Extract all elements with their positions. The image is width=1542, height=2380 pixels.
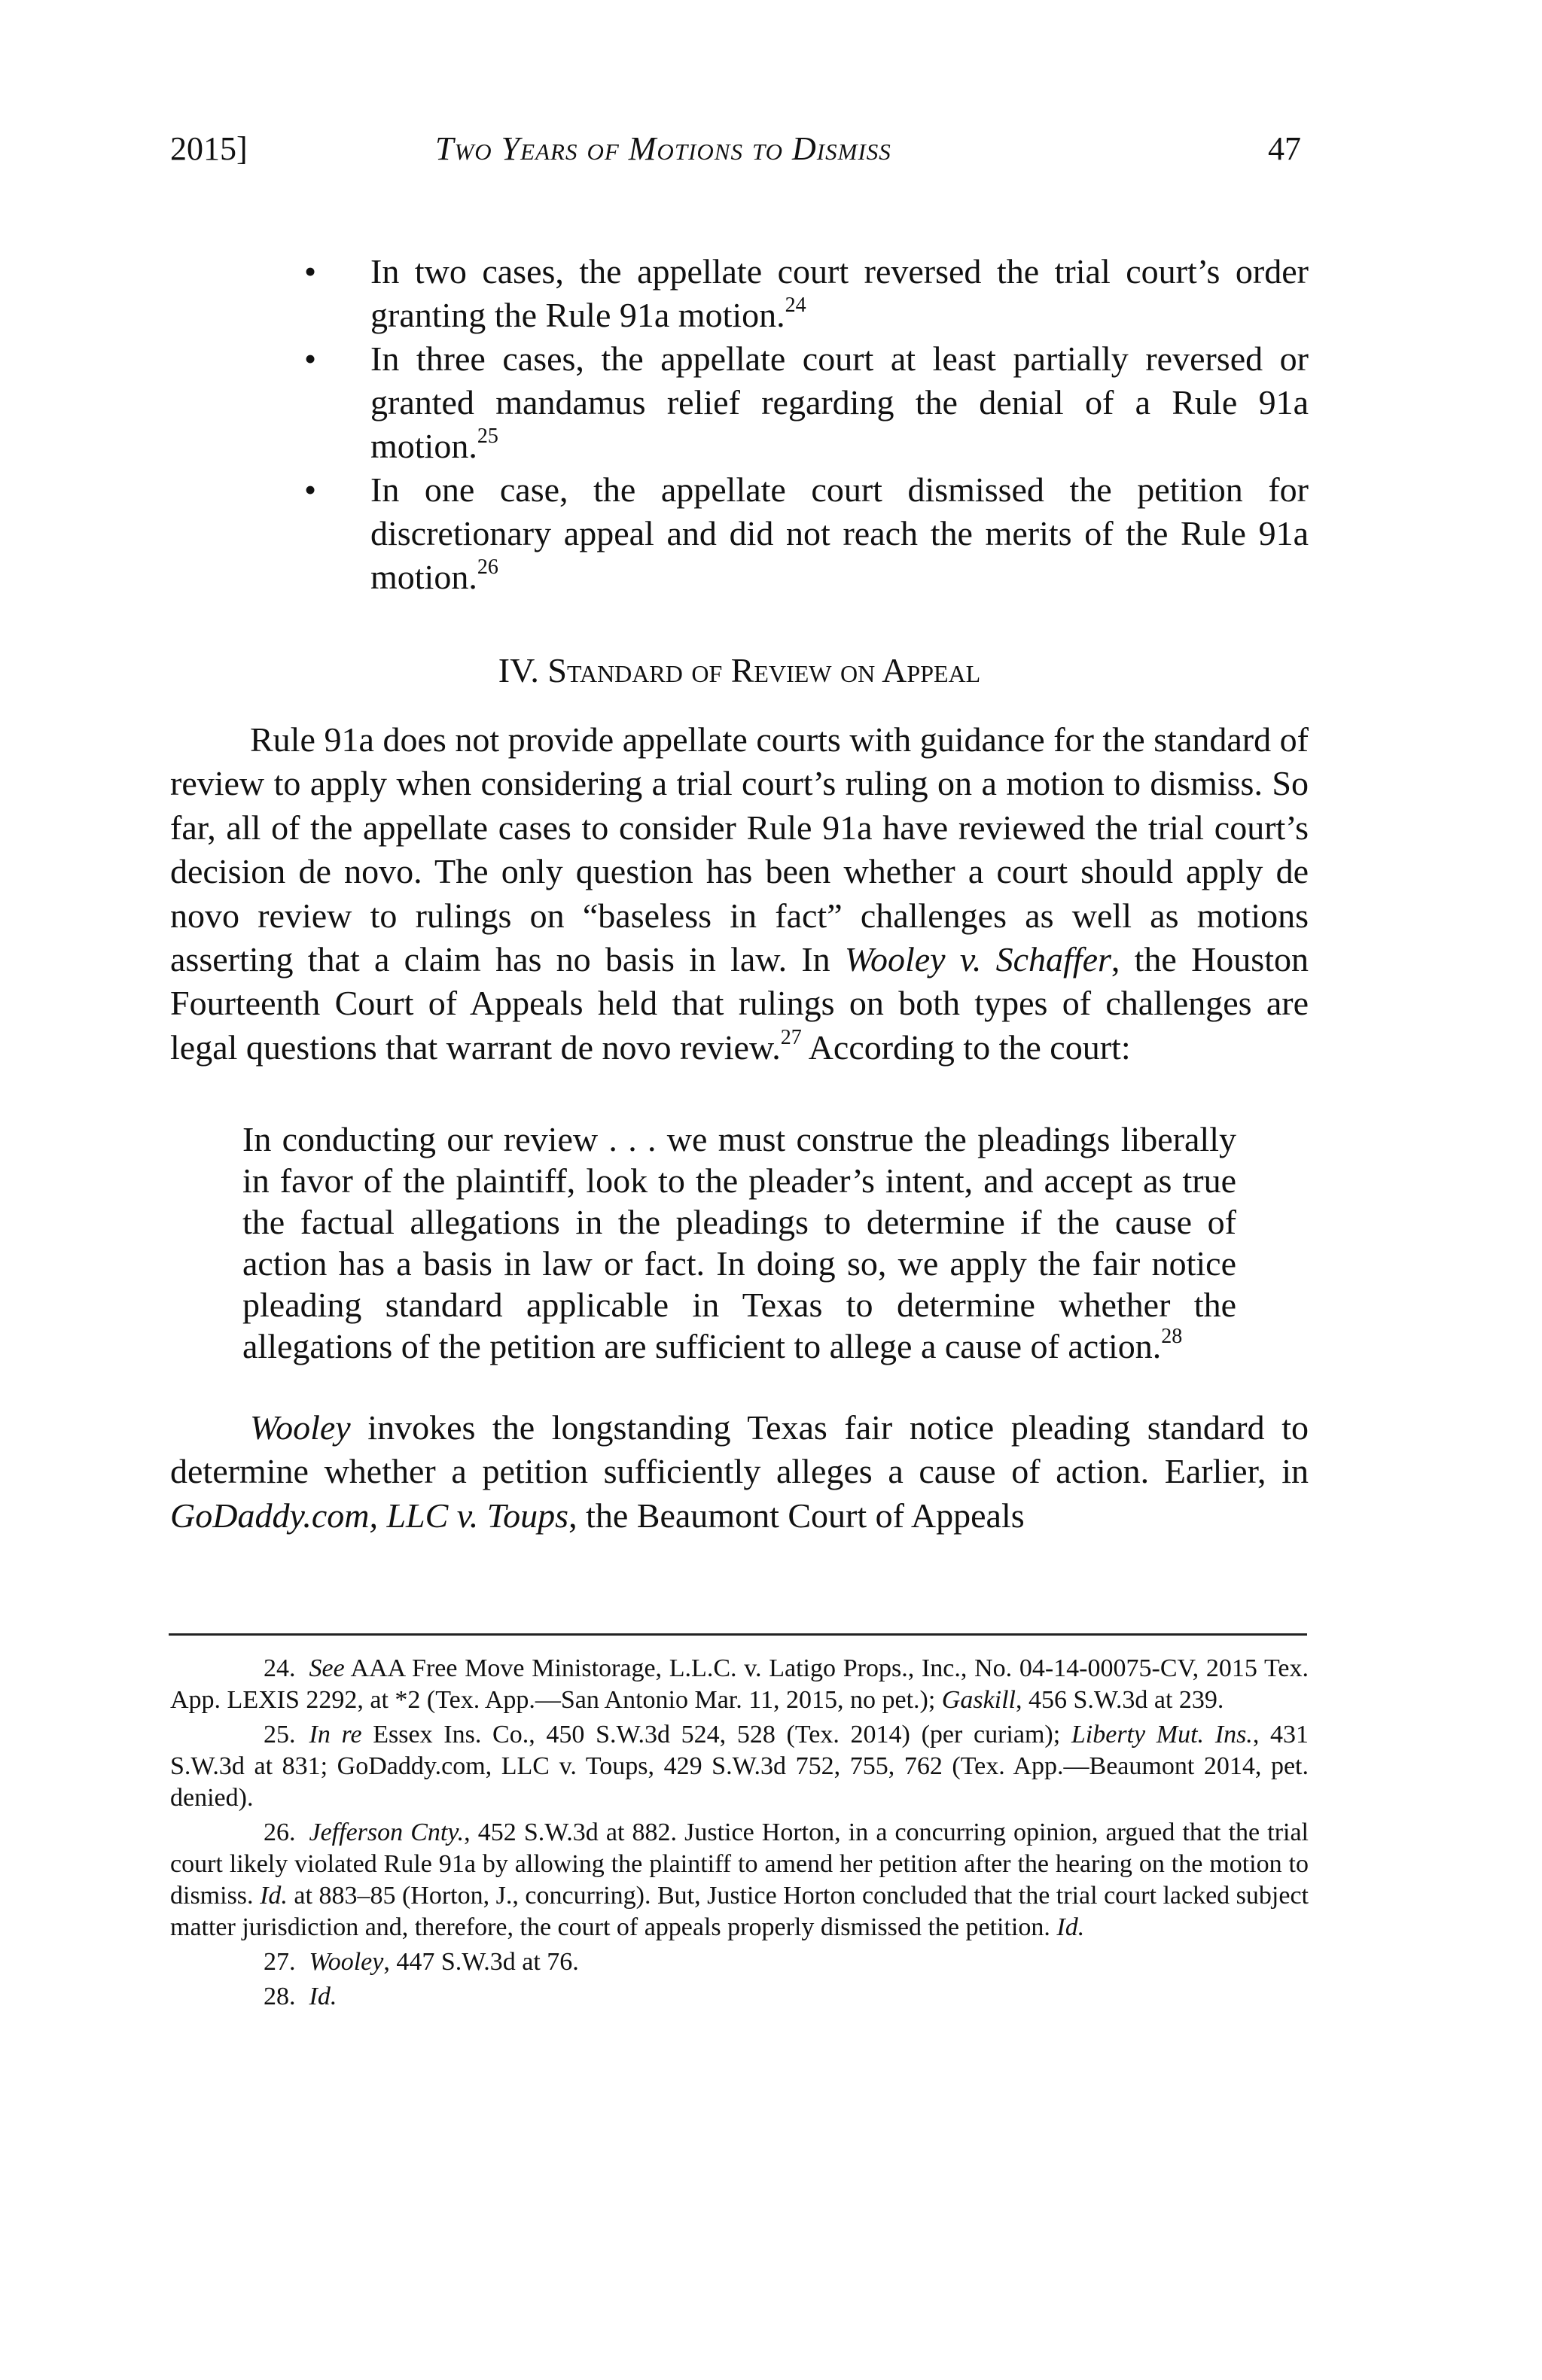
footnote-text: AAA Free Move Ministorage, L.L.C. v. Latigo Props., Inc., No. 04-14-00075-CV, 2015 Tex. App. LEXIS 2292, at *2 (Tex. App.—San Antonio Mar. 11, 2015, no pet.); xyxy=(170,1654,1309,1714)
footnote-27 xyxy=(170,1946,1309,1978)
bullet-icon: • xyxy=(304,252,317,291)
footnote-24 xyxy=(170,1653,1309,1716)
footnote-ref[interactable]: 27 xyxy=(780,1025,802,1049)
case-versus: v. xyxy=(945,940,996,979)
footnote-text: , 456 S.W.3d at 239. xyxy=(1016,1686,1224,1714)
footnote-number: 26. xyxy=(264,1818,296,1846)
footnote-ref[interactable]: 24 xyxy=(785,293,806,317)
footnote-number: 24. xyxy=(264,1654,296,1682)
bullet-text: In one case, the appellate court dismissed the petition for discretionary appeal and did not reach the merits of the Rule 91a motion. xyxy=(370,470,1309,596)
running-header xyxy=(170,126,1309,172)
footnotes-section xyxy=(170,1653,1309,2016)
footnote-ref[interactable]: 28 xyxy=(1161,1324,1183,1348)
body-paragraph xyxy=(170,1406,1309,1538)
paragraph-text: Rule 91a does not provide appellate courts with guidance for the standard of review to apply when considering a trial court’s ruling on a motion to dismiss. So far, all of the appellate cases to consider Rule 91a have reviewed the trial court’s decision de novo. The only question has been whether a court should apply de novo review to rulings on “baseless in fact” challenges as well as motions asserting that a claim has no basis in law. In xyxy=(170,720,1309,979)
footnote-text: at 883–85 (Horton, J., concurring). But, Justice Horton concluded that the trial court lacked subject matter jurisdiction and, therefore, the court of appeals properly dismissed the petition. xyxy=(170,1882,1309,1941)
footnote-text: Essex Ins. Co., 450 S.W.3d 524, 528 (Tex. 2014) (per curiam); xyxy=(361,1721,1071,1748)
paragraph-text: , the Houston Fourteenth Court of Appeals held that rulings on both types of challenges are legal questions that warrant de novo review. xyxy=(170,940,1309,1067)
citation-italic: Id. xyxy=(1056,1913,1085,1941)
header-year: 2015] xyxy=(170,130,248,167)
citation-signal: In re xyxy=(309,1721,362,1748)
paragraph-text: invokes the longstanding Texas fair notice pleading standard to determine whether a petition sufficiently alleges a cause of action. Earlier, in xyxy=(170,1408,1309,1491)
citation-italic: Gaskill xyxy=(941,1686,1016,1714)
footnote-25 xyxy=(170,1719,1309,1814)
citation-italic: Id. xyxy=(260,1882,288,1910)
case-name: GoDaddy.com, LLC v. Toups xyxy=(170,1496,569,1535)
bullet-icon: • xyxy=(304,339,317,378)
quote-text: In conducting our review . . . we must construe the pleadings liberally in favor of the plaintiff, look to the pleader’s intent, and accept as true the factual allegations in the pleadings to determine if the cause of action has a basis in law or fact. In doing so, we apply the fair notice pleading standard applicable in Texas to determine whether the allegations of the petition are sufficient to allege a cause of action. xyxy=(242,1120,1236,1365)
footnote-divider xyxy=(169,1633,1307,1636)
bullet-icon: • xyxy=(304,470,317,509)
bullet-text: In three cases, the appellate court at least partially reversed or granted mandamus relief regarding the denial of a Rule 91a motion. xyxy=(370,339,1309,465)
footnote-text: , 447 S.W.3d at 76. xyxy=(383,1948,579,1976)
footnote-text: , 452 S.W.3d at 882. Justice Horton, in a concurring opinion, argued that the trial court likely violated Rule 91a by allowing the plaintiff to amend her petition after the hearing on the motion to dismiss. xyxy=(170,1818,1309,1910)
citation-signal: Jefferson Cnty. xyxy=(309,1818,465,1846)
citation-signal: Id. xyxy=(309,1983,337,2010)
footnote-text: , 431 S.W.3d at 831; GoDaddy.com, LLC v. Toups, 429 S.W.3d 752, 755, 762 (Tex. App.—Beaumont 2014, pet. denied). xyxy=(170,1721,1309,1812)
citation-italic: Liberty Mut. Ins. xyxy=(1071,1721,1253,1748)
block-quote xyxy=(242,1118,1236,1367)
footnote-number: 27. xyxy=(264,1948,296,1976)
bullet-item xyxy=(298,250,1309,337)
case-name: Schaffer xyxy=(995,940,1111,979)
bullet-text: In two cases, the appellate court reversed the trial court’s order granting the Rule 91a motion. xyxy=(370,252,1309,334)
paragraph-text: , the Beaumont Court of Appeals xyxy=(568,1496,1025,1535)
case-name: Wooley xyxy=(250,1408,351,1447)
footnote-number: 25. xyxy=(264,1721,296,1748)
paragraph-text: According to the court: xyxy=(801,1027,1131,1067)
footnote-28 xyxy=(170,1981,1309,2013)
footnote-26 xyxy=(170,1817,1309,1943)
footnote-ref[interactable]: 25 xyxy=(477,424,498,448)
bullet-item xyxy=(298,337,1309,468)
body-paragraph xyxy=(170,718,1309,1070)
citation-signal: Wooley xyxy=(309,1948,384,1976)
footnote-ref[interactable]: 26 xyxy=(477,555,498,579)
case-name: Wooley xyxy=(844,940,946,979)
footnote-number: 28. xyxy=(264,1983,296,2010)
section-heading: IV. Standard of Review on Appeal xyxy=(498,651,981,689)
bullet-item xyxy=(298,468,1309,599)
page-number: 47 xyxy=(1268,130,1301,167)
header-title: Two Years of Motions to Dismiss xyxy=(435,130,891,167)
citation-signal: See xyxy=(309,1654,345,1682)
results-bullet-list xyxy=(298,250,1309,599)
